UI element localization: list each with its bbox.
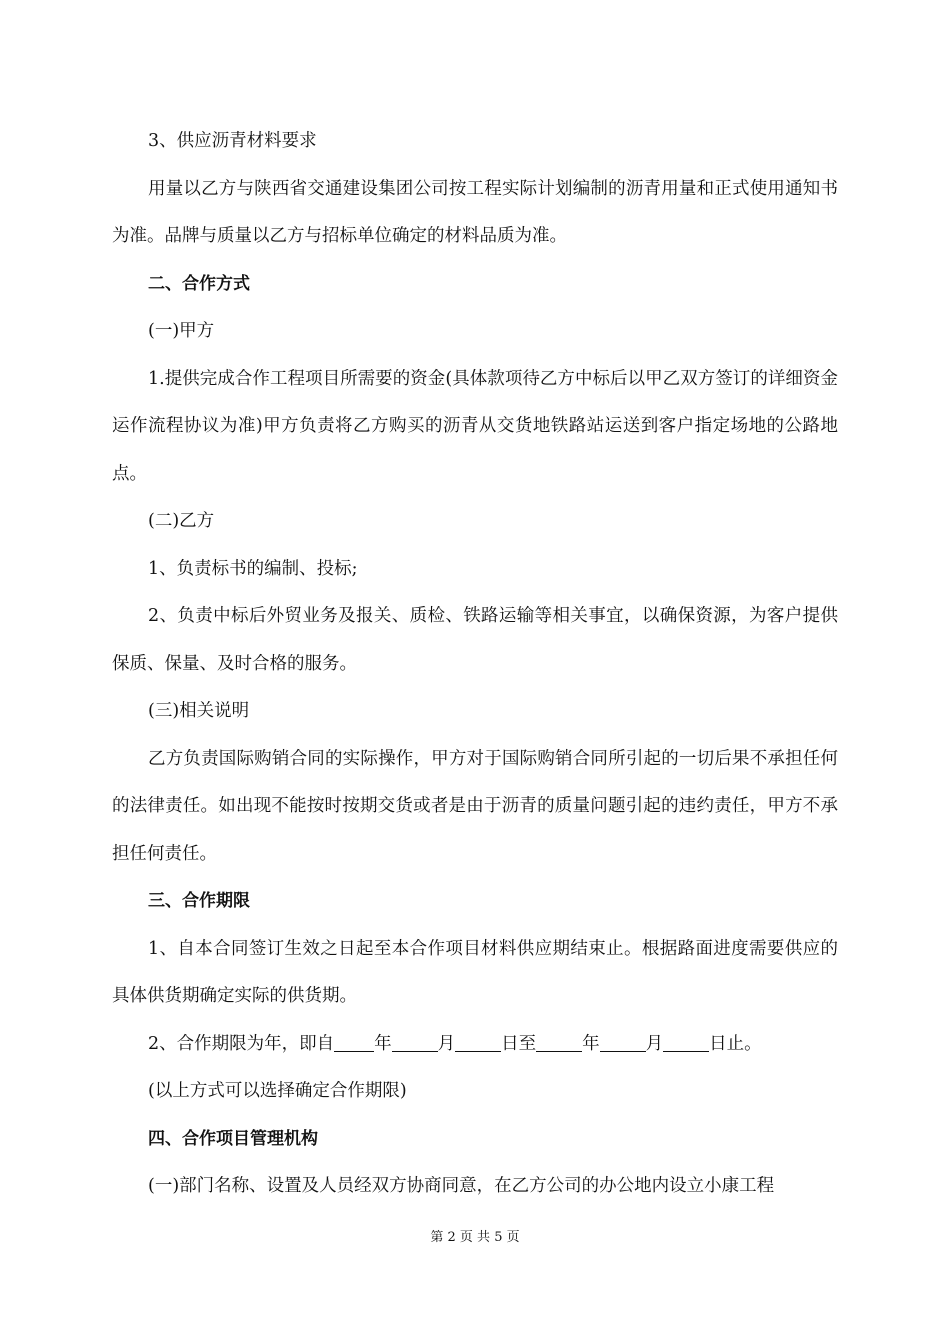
blank-line xyxy=(392,1032,438,1052)
document-body xyxy=(112,118,838,1211)
page-footer: 第 2 页 共 5 页 xyxy=(430,1230,520,1245)
blank-line xyxy=(334,1032,374,1052)
paragraph: 用量以乙方与陕西省交通建设集团公司按工程实际计划编制的沥青用量和正式使用通知书为准。品牌与质量以乙方与招标单位确定的材料品质为准。 xyxy=(112,178,838,246)
term-paragraph xyxy=(112,1021,838,1069)
term-text: 日至 xyxy=(501,1033,537,1054)
paragraph: 乙方负责国际购销合同的实际操作，甲方对于国际购销合同所引起的一切后果不承担任何的法律责任。如出现不能按时按期交货或者是由于沥青的质量问题引起的违约责任，甲方不承担任何责任。 xyxy=(112,748,838,864)
term-text: 月 xyxy=(437,1033,456,1054)
paragraph: (二)乙方 xyxy=(148,511,215,531)
paragraph: 3、供应沥青材料要求 xyxy=(148,131,317,151)
section-heading: 二、合作方式 xyxy=(148,273,250,294)
blank-line xyxy=(600,1032,646,1052)
section-heading: 四、合作项目管理机构 xyxy=(148,1128,318,1149)
term-text: 月 xyxy=(645,1033,664,1054)
term-text: 日止。 xyxy=(709,1033,762,1054)
paragraph: (三)相关说明 xyxy=(148,701,250,721)
term-text: 年 xyxy=(582,1033,600,1054)
section-heading: 三、合作期限 xyxy=(148,891,250,911)
paragraph: (以上方式可以选择确定合作期限) xyxy=(148,1081,407,1101)
term-prefix: 2、合作期限为年，即自 xyxy=(148,1033,335,1054)
paragraph: 1、自本合同签订生效之日起至本合作项目材料供应期结束止。根据路面进度需要供应的具体供货期确定实际的供货期。 xyxy=(112,938,838,1006)
term-text: 年 xyxy=(374,1033,392,1054)
blank-line xyxy=(663,1032,709,1052)
paragraph: 1.提供完成合作工程项目所需要的资金(具体款项待乙方中标后以甲乙双方签订的详细资金运作流程协议为准)甲方负责将乙方购买的沥青从交货地铁路站运送到客户指定场地的公路地点。 xyxy=(112,368,838,484)
blank-line xyxy=(536,1032,582,1052)
paragraph: 1、负责标书的编制、投标; xyxy=(148,558,358,579)
paragraph: (一)部门名称、设置及人员经双方协商同意，在乙方公司的办公地内设立小康工程 xyxy=(148,1176,775,1196)
blank-line xyxy=(455,1032,501,1052)
paragraph: (一)甲方 xyxy=(148,321,215,341)
paragraph: 2、负责中标后外贸业务及报关、质检、铁路运输等相关事宜，以确保资源，为客户提供保质、保量、及时合格的服务。 xyxy=(112,606,838,674)
